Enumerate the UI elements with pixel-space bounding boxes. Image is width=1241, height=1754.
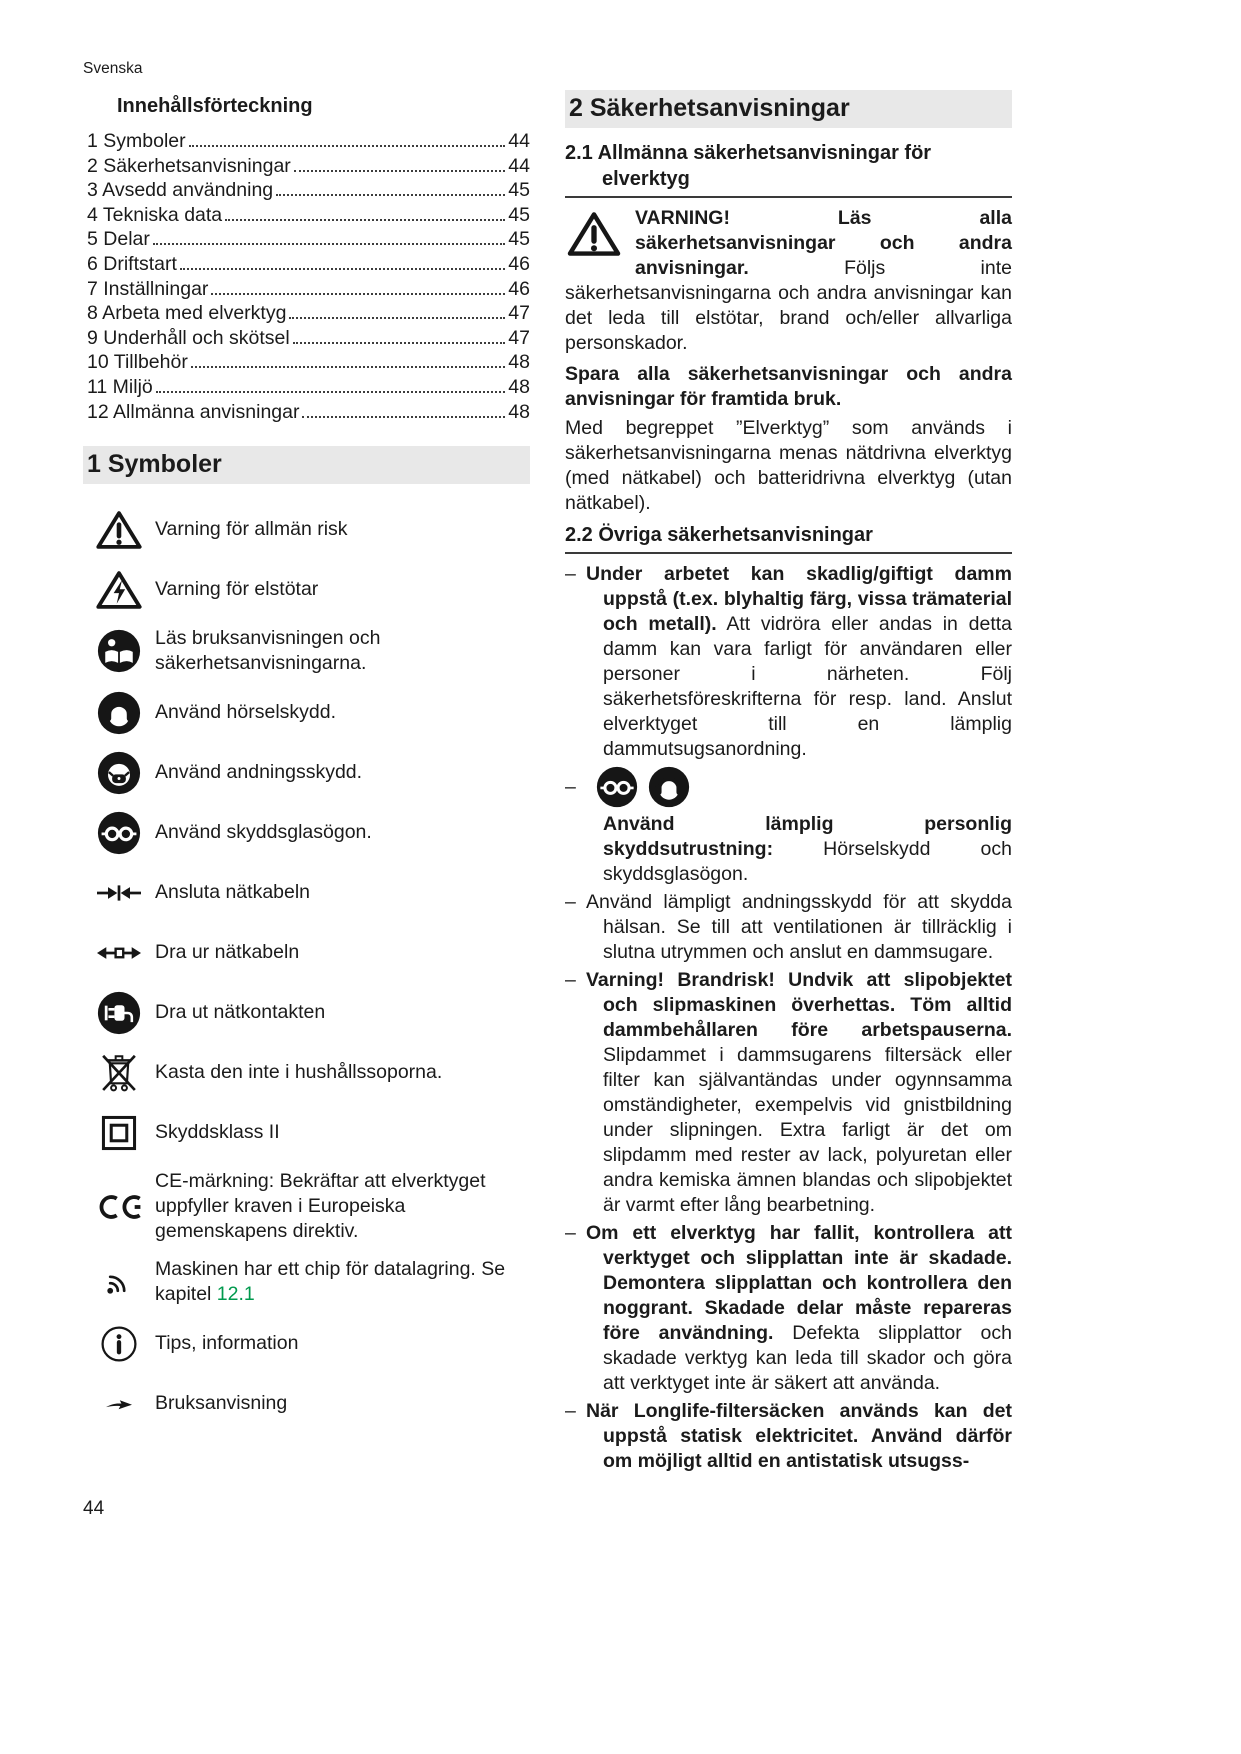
symbol-label: Bruksanvisning bbox=[155, 1392, 288, 1415]
right-column bbox=[565, 90, 1012, 1477]
bullet-dash: – bbox=[565, 775, 576, 798]
safety-bullet-list bbox=[565, 562, 1012, 1474]
toc-entry bbox=[83, 326, 530, 351]
toc-entry-label: 7 Inställningar bbox=[87, 277, 209, 300]
symbol-row bbox=[83, 566, 530, 613]
read-manual-icon bbox=[83, 629, 155, 673]
symbol-label: Använd hörselskydd. bbox=[155, 701, 337, 724]
toc-title: Innehållsförteckning bbox=[117, 95, 313, 117]
symbol-row bbox=[83, 1109, 530, 1156]
symbol-row bbox=[83, 869, 530, 916]
toc-dot-leader bbox=[289, 317, 505, 319]
bullet-dash: – bbox=[565, 969, 576, 991]
section-heading-safety: 2 Säkerhetsanvisningar bbox=[565, 90, 1012, 128]
toc-entry bbox=[83, 400, 530, 425]
symbol-row bbox=[83, 989, 530, 1036]
bullet-bold-text: Under arbetet kan skadlig/giftigt damm uppstå (t.ex. blyhaltig färg, vissa trämaterial och metall). bbox=[586, 563, 1012, 635]
toc-dot-leader bbox=[153, 243, 505, 245]
bullet-dash: – bbox=[565, 891, 576, 913]
safety-goggles-icon bbox=[83, 811, 155, 855]
two-column-layout bbox=[83, 90, 1012, 1477]
protection-class-2-icon bbox=[83, 1114, 155, 1152]
bullet-text: Defekta slipplattor och skadade verktyg kan leda till skador och göra att verktyget inte är säkert att använda. bbox=[603, 1322, 1012, 1394]
toc-entry bbox=[83, 154, 530, 179]
symbol-row bbox=[83, 626, 530, 676]
safety-bullet bbox=[565, 1221, 1012, 1396]
safety-bullet bbox=[565, 968, 1012, 1218]
safety-bullet bbox=[565, 562, 1012, 762]
bullet-text: Hörselskydd och skyddsglasögon. bbox=[603, 838, 1012, 885]
toc-entry-page: 45 bbox=[508, 203, 530, 226]
toc-entry-page: 46 bbox=[508, 277, 530, 300]
toc-dot-leader bbox=[189, 145, 506, 147]
symbol-label: Använd skyddsglasögon. bbox=[155, 821, 372, 844]
chapter-link[interactable]: 12.1 bbox=[216, 1283, 255, 1306]
handling-instruction-icon bbox=[83, 1397, 155, 1410]
bullet-text: Slipdammet i dammsugarens filtersäck eller filter kan självantändas under ogynnsamma omständigheter, exempelvis vid gnistbildning under slipningen. Extra farligt är det om slipdamm med rester av lack, polyuretan eller andra kemiska ämnen blandas och slipobjektet är varmt efter lång bearbetning. bbox=[603, 1044, 1012, 1216]
toc-entry-label: 5 Delar bbox=[87, 228, 150, 251]
left-column bbox=[83, 90, 530, 1477]
warning-note bbox=[565, 206, 1012, 356]
toc-entry-label: 4 Tekniska data bbox=[87, 203, 223, 226]
symbol-label: CE-märkning: Bekräftar att elverktyget uppfyller kraven i Europeiska gemenskapens direktiv. bbox=[155, 1170, 486, 1243]
toc-dot-leader bbox=[293, 342, 506, 344]
warning-lead-rest: Följs inte säkerhetsanvisningarna och andra anvisningar kan det leda till elstötar, brand och/eller allvarliga personskador. bbox=[565, 257, 1012, 354]
disconnect-cable-icon bbox=[83, 942, 155, 964]
data-chip-icon bbox=[83, 1266, 155, 1298]
symbols-list bbox=[83, 506, 530, 1427]
symbol-label: Kasta den inte i hushållssoporna. bbox=[155, 1061, 443, 1084]
section-heading-symbols: 1 Symboler bbox=[83, 446, 530, 484]
bullet-dash: – bbox=[565, 1400, 576, 1422]
toc-entry bbox=[83, 301, 530, 326]
pull-mains-plug-icon bbox=[83, 991, 155, 1035]
toc-entry bbox=[83, 178, 530, 203]
info-icon bbox=[83, 1325, 155, 1363]
table-of-contents bbox=[83, 129, 530, 424]
symbol-label: Läs bruksanvisningen och säkerhetsanvisningarna. bbox=[155, 627, 381, 675]
toc-entry-page: 44 bbox=[508, 154, 530, 177]
toc-entry-page: 48 bbox=[508, 375, 530, 398]
toc-entry-label: 1 Symboler bbox=[87, 130, 186, 152]
toc-dot-leader bbox=[211, 293, 505, 295]
no-household-waste-icon bbox=[83, 1049, 155, 1096]
language-label: Svenska bbox=[83, 60, 143, 77]
symbol-row bbox=[83, 929, 530, 976]
warning-lead-bold: VARNING! Läs alla säkerhetsanvisningar och andra anvisningar. bbox=[635, 207, 1012, 279]
toc-entry-page: 47 bbox=[508, 326, 530, 349]
symbol-row bbox=[83, 689, 530, 736]
toc-entry-label: 6 Driftstart bbox=[87, 252, 177, 275]
toc-dot-leader bbox=[225, 219, 505, 221]
toc-entry-page: 48 bbox=[508, 400, 530, 423]
bullet-bold-text: Använd lämplig personlig skyddsutrustning: bbox=[603, 813, 1012, 860]
bullet-bold-text: När Longlife-filtersäcken används kan det uppstå statisk elektricitet. Använd därför om möjligt alltid en antistatisk utsugss- bbox=[586, 1400, 1012, 1472]
toc-entry-page: 45 bbox=[508, 179, 530, 202]
toc-entry-page: 48 bbox=[508, 351, 530, 374]
bullet-bold-text: Om ett elverktyg har fallit, kontrollera att verktyget och slipplattan inte är skadade. Demontera slipplattan och kontrollera den noggrant. Skadade delar måste repareras före användning. bbox=[586, 1222, 1012, 1344]
bullet-text: Använd lämpligt andningsskydd för att skydda hälsan. Se till att ventilationen är tillräcklig i slutna utrymmen och anslut en dammsugare. bbox=[586, 891, 1012, 963]
symbol-label: Dra ur nätkabeln bbox=[155, 941, 300, 964]
electric-shock-warning-icon bbox=[83, 569, 155, 611]
symbol-row bbox=[83, 1380, 530, 1427]
toc-entry bbox=[83, 375, 530, 400]
page-number: 44 bbox=[83, 1498, 105, 1519]
ce-mark-icon bbox=[83, 1194, 155, 1220]
safety-bullet bbox=[565, 1399, 1012, 1474]
bullet-text: Att vidröra eller andas in detta damm kan vara farligt för användaren eller personer i närheten. Följ säkerhetsföreskrifterna för resp. land. Anslut elverktyget till en lämplig dammutsugsanordning. bbox=[603, 613, 1013, 760]
symbol-row bbox=[83, 1320, 530, 1367]
bullet-dash: – bbox=[565, 1222, 576, 1244]
toc-entry-label: 2 Säkerhetsanvisningar bbox=[87, 154, 291, 177]
respirator-icon bbox=[83, 751, 155, 795]
toc-entry-page: 44 bbox=[508, 130, 530, 152]
bullet-bold-text: Varning! Brandrisk! Undvik att slipobjektet och slipmaskinen överhettas. Töm alltid dammbehållaren före arbetspauserna. bbox=[586, 969, 1012, 1041]
toc-entry-label: 8 Arbeta med elverktyg bbox=[87, 302, 287, 325]
symbol-label: Tips, information bbox=[155, 1332, 299, 1355]
symbol-label: Använd andningsskydd. bbox=[155, 761, 363, 784]
toc-dot-leader bbox=[156, 391, 506, 393]
save-instructions-paragraph: Spara alla säkerhetsanvisningar och andra anvisningar för framtida bruk. bbox=[565, 363, 1012, 410]
toc-entry bbox=[83, 227, 530, 252]
ppe-icons-row bbox=[565, 766, 1012, 808]
safety-bullet-ppe bbox=[565, 766, 1012, 887]
toc-dot-leader bbox=[180, 268, 505, 270]
symbol-row bbox=[83, 749, 530, 796]
term-definition-paragraph: Med begreppet ”Elverktyg” som används i säkerhetsanvisningarna menas nätdrivna elverktyg (med nätkabel) och batteridrivna elverktyg (utan nätkabel). bbox=[565, 417, 1012, 514]
symbol-row bbox=[83, 1257, 530, 1307]
subsection-heading-2-1: 2.1 Allmänna säkerhetsanvisningar för elverktyg bbox=[565, 140, 1012, 198]
toc-entry-page: 46 bbox=[508, 252, 530, 275]
bullet-dash: – bbox=[565, 563, 576, 585]
warning-paragraph bbox=[565, 206, 1012, 356]
toc-entry-page: 45 bbox=[508, 228, 530, 251]
safety-bullet bbox=[565, 812, 1012, 887]
symbol-row bbox=[83, 1169, 530, 1244]
toc-entry bbox=[83, 350, 530, 375]
symbol-label-text: Maskinen har ett chip för datalagring. Se kapitel bbox=[155, 1258, 506, 1306]
toc-entry-page: 47 bbox=[508, 302, 530, 325]
safety-bullet bbox=[565, 890, 1012, 965]
toc-entry bbox=[83, 129, 530, 154]
toc-dot-leader bbox=[294, 170, 506, 172]
toc-entry-label: 10 Tillbehör bbox=[87, 351, 188, 374]
toc-entry bbox=[83, 252, 530, 277]
symbol-label: Dra ut nätkontakten bbox=[155, 1001, 326, 1024]
connect-cable-icon bbox=[83, 882, 155, 904]
warning-triangle-icon bbox=[567, 210, 621, 258]
symbol-label: Varning för allmän risk bbox=[155, 518, 348, 541]
toc-dot-leader bbox=[191, 366, 505, 368]
toc-entry-label: 12 Allmänna anvisningar bbox=[87, 400, 300, 423]
subsection-heading-2-2: 2.2 Övriga säkerhetsanvisningar bbox=[565, 522, 1012, 554]
toc-dot-leader bbox=[276, 194, 505, 196]
toc-entry-label: 9 Underhåll och skötsel bbox=[87, 326, 290, 349]
warning-triangle-icon bbox=[83, 509, 155, 551]
symbol-label: Skyddsklass II bbox=[155, 1121, 280, 1144]
symbol-row bbox=[83, 506, 530, 553]
symbol-row bbox=[83, 809, 530, 856]
symbol-label: Ansluta nätkabeln bbox=[155, 881, 311, 904]
toc-dot-leader bbox=[302, 416, 505, 418]
ear-protection-icon bbox=[83, 691, 155, 735]
safety-goggles-icon bbox=[596, 766, 638, 808]
symbol-label bbox=[155, 1257, 530, 1307]
symbol-label: Varning för elstötar bbox=[155, 578, 319, 601]
toc-entry bbox=[83, 277, 530, 302]
toc-entry-label: 3 Avsedd användning bbox=[87, 179, 274, 202]
toc-entry bbox=[83, 203, 530, 228]
ear-protection-icon bbox=[648, 766, 690, 808]
toc-entry-label: 11 Miljö bbox=[87, 375, 153, 398]
symbol-row bbox=[83, 1049, 530, 1096]
